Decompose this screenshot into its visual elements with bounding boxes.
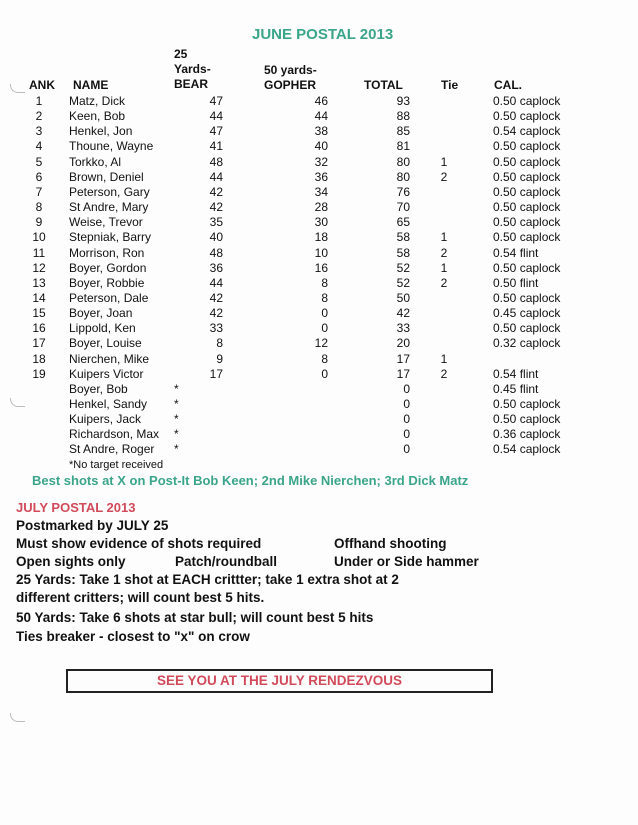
cell-name: St Andre, Mary xyxy=(69,200,149,215)
cell-name: Brown, Deniel xyxy=(69,169,144,184)
best-shots-text: Best shots at X on Post-It Bob Keen; 2nd Mike Nierchen; 3rd Dick Matz xyxy=(32,473,469,488)
open-sights-text: Open sights only xyxy=(16,554,126,569)
cell-total: 80 xyxy=(396,154,410,169)
header-bear xyxy=(174,47,211,92)
cell-bear: 44 xyxy=(209,169,223,184)
header-name: NAME xyxy=(73,78,109,92)
hole-mark-top xyxy=(10,84,25,93)
cell-cal: 0.54 caplock xyxy=(493,124,561,139)
cell-total: 0 xyxy=(403,397,410,411)
cell-name: Stepniak, Barry xyxy=(69,230,152,245)
cell-bear: 48 xyxy=(209,245,223,260)
cell-gopher: 46 xyxy=(314,94,328,108)
cell-bear: 33 xyxy=(209,321,223,336)
cell-gopher: 8 xyxy=(321,351,328,366)
cell-rank: 16 xyxy=(32,321,46,336)
cell-rank: 5 xyxy=(35,154,43,169)
cell-bear: 40 xyxy=(209,230,223,245)
cell-cal: 0.50 caplock xyxy=(493,397,561,411)
cell-bear: 42 xyxy=(209,200,223,215)
table-row xyxy=(0,139,638,154)
cell-cal: 0.45 caplock xyxy=(493,306,561,321)
header-gopher-line1: 50 yards- xyxy=(264,63,317,77)
cell-cal: 0.50 caplock xyxy=(493,290,561,305)
cell-total: 80 xyxy=(396,169,410,184)
cell-gopher: 16 xyxy=(314,260,328,275)
cell-name: Kuipers, Jack xyxy=(69,412,142,427)
cell-bear: 48 xyxy=(209,154,223,169)
hammer-text: Under or Side hammer xyxy=(334,554,479,569)
cell-rank: 12 xyxy=(32,260,46,275)
cell-bear: 9 xyxy=(216,351,223,366)
cell-cal: 0.50 caplock xyxy=(493,215,561,230)
cell-total: 58 xyxy=(396,245,410,260)
cell-tie: 2 xyxy=(440,275,448,290)
cell-star: * xyxy=(174,427,179,442)
page-title: JUNE POSTAL 2013 xyxy=(252,26,394,43)
cell-star: * xyxy=(174,442,179,457)
evidence-text: Must show evidence of shots required xyxy=(16,536,262,551)
cell-gopher: 0 xyxy=(321,366,328,381)
cell-name: Boyer, Robbie xyxy=(69,275,145,290)
cell-gopher: 28 xyxy=(314,200,328,215)
cell-tie: 1 xyxy=(440,230,448,245)
header-bear-line3: BEAR xyxy=(174,77,209,91)
cell-rank: 10 xyxy=(32,230,46,245)
cell-total: 17 xyxy=(396,351,410,366)
cell-gopher: 32 xyxy=(314,154,328,169)
cell-cal: 0.50 caplock xyxy=(493,184,561,199)
table-row xyxy=(0,124,638,139)
cell-gopher: 0 xyxy=(321,306,328,321)
table-row xyxy=(0,94,638,109)
cell-total: 85 xyxy=(396,124,410,139)
cell-cal: 0.50 caplock xyxy=(493,230,561,245)
cell-name: St Andre, Roger xyxy=(69,442,155,457)
cell-rank: 8 xyxy=(35,200,43,215)
cell-total: 0 xyxy=(403,412,410,427)
cell-name: Nierchen, Mike xyxy=(69,351,150,366)
cell-name: Boyer, Gordon xyxy=(69,260,147,275)
postmarked-text: Postmarked by JULY 25 xyxy=(16,518,169,533)
table-row xyxy=(0,215,638,230)
table-row xyxy=(0,200,638,215)
cell-cal: 0.50 caplock xyxy=(493,154,561,169)
cell-total: 42 xyxy=(396,306,410,321)
cell-gopher: 44 xyxy=(314,109,328,124)
cell-name: Peterson, Gary xyxy=(69,184,150,199)
cell-tie: 2 xyxy=(440,169,448,184)
cell-total: 81 xyxy=(396,139,410,154)
cell-cal: 0.50 caplock xyxy=(493,412,561,427)
cell-total: 58 xyxy=(396,230,410,245)
cell-cal: 0.50 caplock xyxy=(493,139,561,154)
cell-rank: 11 xyxy=(32,245,46,260)
cell-cal: 0.50 caplock xyxy=(493,94,561,108)
cell-cal: 0.54 flint xyxy=(493,366,539,381)
cell-name: Boyer, Bob xyxy=(69,381,128,396)
table-row xyxy=(0,185,638,200)
cell-gopher: 12 xyxy=(314,336,328,351)
cell-tie: 1 xyxy=(440,260,448,275)
cell-name: Henkel, Jon xyxy=(69,124,133,139)
yards50-text: 50 Yards: Take 6 shots at star bull; will count best 5 hits xyxy=(16,610,374,625)
cell-name: Torkko, Al xyxy=(69,154,122,169)
cell-cal: 0.50 caplock xyxy=(493,200,561,215)
july-postal-title: JULY POSTAL 2013 xyxy=(16,500,136,515)
cell-gopher: 18 xyxy=(314,230,328,245)
cell-tie: 2 xyxy=(440,366,448,381)
cell-cal: 0.54 flint xyxy=(493,245,539,260)
cell-total: 0 xyxy=(403,442,410,457)
cell-total: 52 xyxy=(396,275,410,290)
cell-rank: 6 xyxy=(35,169,43,184)
table-row xyxy=(0,261,638,276)
table-row xyxy=(0,306,638,321)
cell-total: 93 xyxy=(396,94,410,108)
cell-bear: 35 xyxy=(209,215,223,230)
cell-name: Kuipers Victor xyxy=(69,366,144,381)
list-item xyxy=(0,442,638,457)
cell-bear: 44 xyxy=(209,109,223,124)
cell-tie: 1 xyxy=(440,351,448,366)
cell-star: * xyxy=(174,381,179,396)
cell-gopher: 36 xyxy=(314,169,328,184)
cell-name: Morrison, Ron xyxy=(69,245,145,260)
table-row xyxy=(0,276,638,291)
cell-cal: 0.36 caplock xyxy=(493,427,561,442)
cell-rank: 15 xyxy=(32,306,46,321)
cell-total: 65 xyxy=(396,215,410,230)
cell-gopher: 8 xyxy=(321,290,328,305)
cell-rank: 13 xyxy=(32,275,46,290)
cell-rank: 1 xyxy=(35,94,43,108)
ties-text: Ties breaker - closest to "x" on crow xyxy=(16,629,250,644)
cell-total: 33 xyxy=(396,321,410,336)
list-item xyxy=(0,397,638,412)
cell-rank: 2 xyxy=(35,109,43,124)
cell-star: * xyxy=(174,397,179,411)
cell-name: Boyer, Louise xyxy=(69,336,142,351)
cell-name: Peterson, Dale xyxy=(69,290,149,305)
cell-total: 0 xyxy=(403,381,410,396)
cell-gopher: 34 xyxy=(314,184,328,199)
cell-tie: 1 xyxy=(440,154,448,169)
cell-gopher: 30 xyxy=(314,215,328,230)
table-row xyxy=(0,352,638,367)
cell-cal: 0.45 flint xyxy=(493,381,539,396)
cell-total: 70 xyxy=(396,200,410,215)
table-row xyxy=(0,367,638,382)
cell-gopher: 10 xyxy=(314,245,328,260)
cell-name: Richardson, Max xyxy=(69,427,160,442)
cell-name: Lippold, Ken xyxy=(69,321,136,336)
cell-cal: 0.32 caplock xyxy=(493,336,561,351)
header-cal: CAL. xyxy=(494,78,522,92)
table-row xyxy=(0,291,638,306)
cell-bear: 42 xyxy=(209,290,223,305)
cell-cal: 0.50 caplock xyxy=(493,169,561,184)
cell-cal: 0.50 caplock xyxy=(493,260,561,275)
cell-cal: 0.50 caplock xyxy=(493,109,561,124)
cell-gopher: 8 xyxy=(321,275,328,290)
cell-total: 17 xyxy=(396,366,410,381)
cell-bear: 42 xyxy=(209,306,223,321)
cell-bear: 41 xyxy=(209,139,223,154)
header-bear-line2: Yards- xyxy=(174,62,211,76)
cell-cal: 0.54 caplock xyxy=(493,442,561,457)
cell-bear: 44 xyxy=(209,275,223,290)
cell-name: Keen, Bob xyxy=(69,109,126,124)
cell-rank: 4 xyxy=(35,139,43,154)
header-gopher xyxy=(264,63,317,93)
table-row xyxy=(0,155,638,170)
list-item xyxy=(0,382,638,397)
cell-bear: 8 xyxy=(216,336,223,351)
cell-bear: 47 xyxy=(209,124,223,139)
header-bear-line1: 25 xyxy=(174,47,188,61)
cell-total: 76 xyxy=(396,184,410,199)
cell-gopher: 40 xyxy=(314,139,328,154)
cell-rank: 9 xyxy=(35,215,43,230)
cell-name: Boyer, Joan xyxy=(69,306,133,321)
table-row xyxy=(0,230,638,245)
cell-rank: 18 xyxy=(32,351,46,366)
cell-bear: 42 xyxy=(209,184,223,199)
cell-cal: 0.50 caplock xyxy=(493,321,561,336)
cell-bear: 36 xyxy=(209,260,223,275)
cell-rank: 19 xyxy=(32,366,46,381)
offhand-text: Offhand shooting xyxy=(334,536,447,551)
cell-gopher: 38 xyxy=(314,124,328,139)
table-row xyxy=(0,246,638,261)
cell-rank: 3 xyxy=(35,124,43,139)
cell-star: * xyxy=(174,412,179,427)
header-rank: ANK xyxy=(29,78,55,92)
cell-total: 50 xyxy=(396,290,410,305)
list-item xyxy=(0,412,638,427)
cell-bear: 17 xyxy=(209,366,223,381)
table-row xyxy=(0,321,638,336)
cell-rank: 14 xyxy=(32,290,46,305)
cell-tie: 2 xyxy=(440,245,448,260)
cell-gopher: 0 xyxy=(321,321,328,336)
header-tie: Tie xyxy=(441,78,459,92)
table-row xyxy=(0,109,638,124)
banner-text: SEE YOU AT THE JULY RENDEZVOUS xyxy=(156,673,403,688)
cell-total: 20 xyxy=(396,336,410,351)
cell-cal: 0.50 flint xyxy=(493,275,539,290)
no-target-note: *No target received xyxy=(69,459,164,471)
list-item xyxy=(0,427,638,442)
cell-total: 88 xyxy=(396,109,410,124)
cell-total: 52 xyxy=(396,260,410,275)
yards25-line2: different critters; will count best 5 hits. xyxy=(16,590,265,605)
header-total: TOTAL xyxy=(364,78,403,92)
cell-name: Weise, Trevor xyxy=(69,215,143,230)
patch-text: Patch/roundball xyxy=(175,554,278,569)
yards25-line1: 25 Yards: Take 1 shot at EACH crittter; take 1 extra shot at 2 xyxy=(16,572,399,587)
cell-total: 0 xyxy=(403,427,410,442)
cell-bear: 47 xyxy=(209,94,223,108)
hole-mark-bottom xyxy=(10,713,25,722)
cell-name: Henkel, Sandy xyxy=(69,397,148,411)
rendezvous-banner xyxy=(66,669,493,693)
cell-name: Thoune, Wayne xyxy=(69,139,154,154)
cell-rank: 7 xyxy=(35,184,43,199)
cell-rank: 17 xyxy=(32,336,46,351)
table-row xyxy=(0,336,638,351)
header-gopher-line2: GOPHER xyxy=(264,78,317,92)
table-row xyxy=(0,170,638,185)
cell-name: Matz, Dick xyxy=(69,94,126,108)
